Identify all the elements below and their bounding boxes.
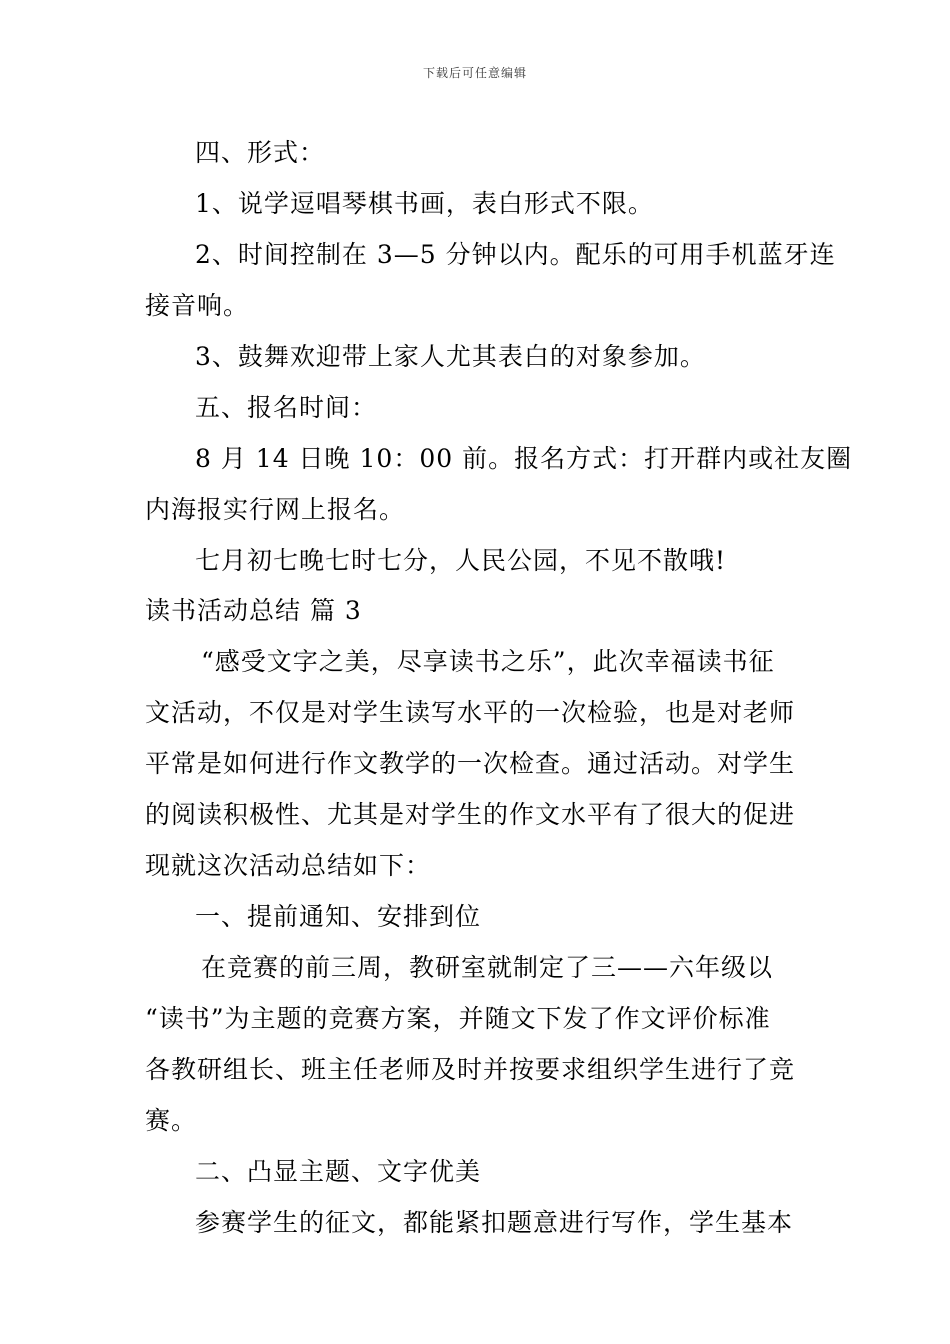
paragraph-line: 各教研组长、班主任老师及时并按要求组织学生进行了竞 <box>145 1055 796 1084</box>
section-heading: 一、提前通知、安排到位 <box>195 902 482 931</box>
paragraph-line: “读书”为主题的竞赛方案，并随文下发了作文评价标准 <box>145 1004 771 1033</box>
paragraph-line: 参赛学生的征文，都能紧扣题意进行写作，学生基本 <box>195 1208 794 1237</box>
section-heading: 四、形式： <box>195 138 326 167</box>
article-title: 读书活动总结 篇 3 <box>145 596 362 625</box>
paragraph-line: 在竞赛的前三周，教研室就制定了三——六年级以 <box>201 953 774 982</box>
paragraph-line: 七月初七晚七时七分，人民公园，不见不散哦! <box>195 546 727 575</box>
paragraph-line: 赛。 <box>145 1106 198 1135</box>
paragraph-line: “感受文字之美，尽享读书之乐”，此次幸福读书征 <box>201 647 775 676</box>
paragraph-line: 1、说学逗唱琴棋书画，表白形式不限。 <box>195 189 654 218</box>
paragraph-line: 的阅读积极性、尤其是对学生的作文水平有了很大的促进 <box>145 800 796 829</box>
paragraph-line: 8 月 14 日晚 10：00 前。报名方式：打开群内或社友圈 <box>195 444 853 473</box>
paragraph-line: 平常是如何进行作文教学的一次检查。通过活动。对学生 <box>145 749 796 778</box>
paragraph-line: 接音响。 <box>145 291 250 320</box>
paragraph-line: 2、时间控制在 3—5 分钟以内。配乐的可用手机蓝牙连 <box>195 240 836 269</box>
paragraph-line: 文活动，不仅是对学生读写水平的一次检验，也是对老师 <box>145 698 796 727</box>
paragraph-line: 现就这次活动总结如下： <box>145 851 432 880</box>
section-heading: 二、凸显主题、文字优美 <box>195 1157 482 1186</box>
section-heading: 五、报名时间： <box>195 393 378 422</box>
document-body <box>145 127 853 1248</box>
paragraph-line: 3、鼓舞欢迎带上家人尤其表白的对象参加。 <box>195 342 706 371</box>
paragraph-line: 内海报实行网上报名。 <box>145 495 406 524</box>
page-header: 下载后可任意编辑 <box>422 66 527 80</box>
